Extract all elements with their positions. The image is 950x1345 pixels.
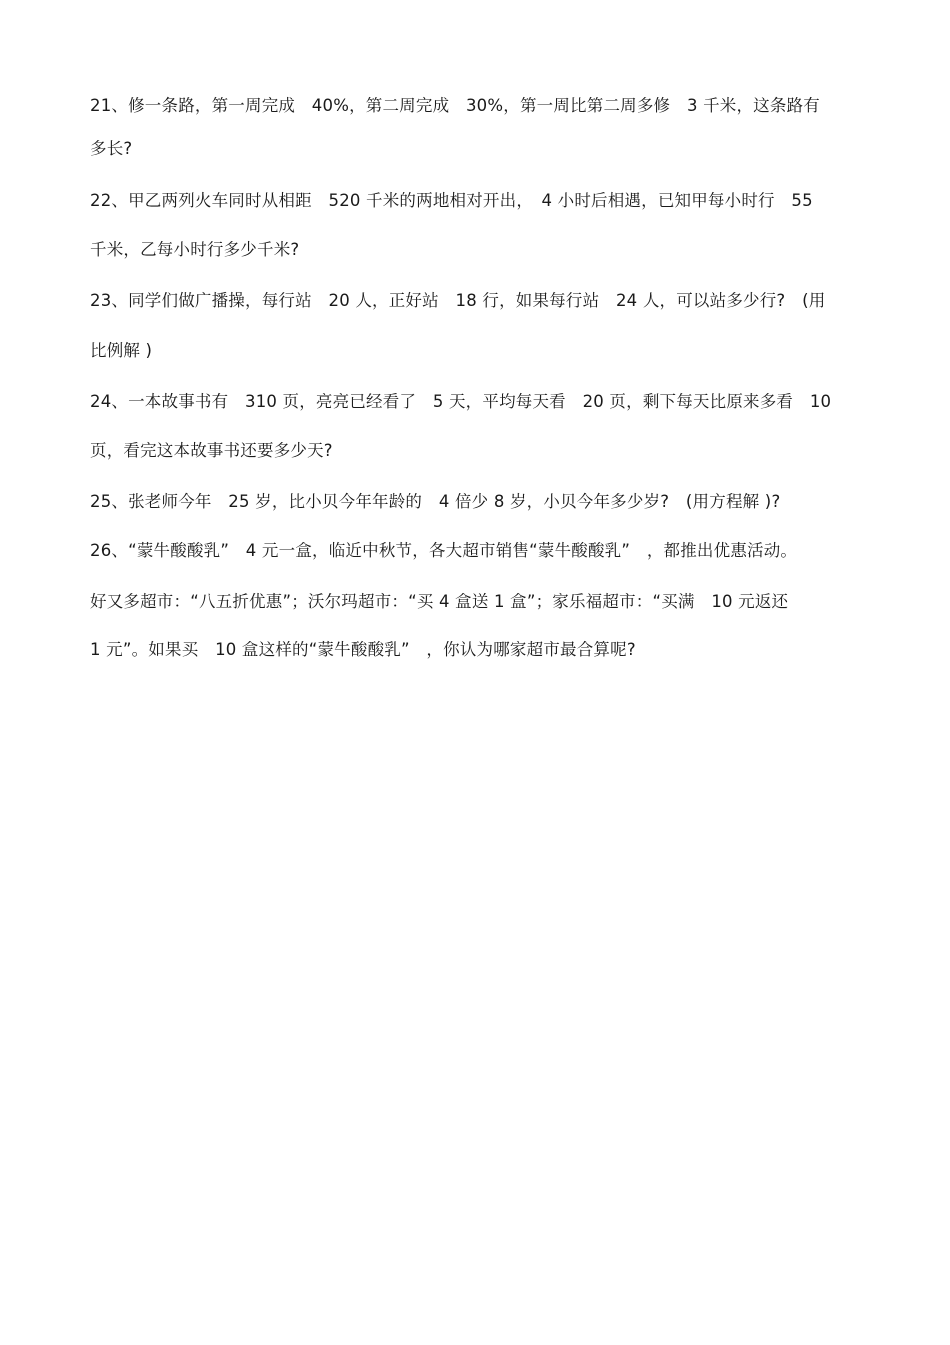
question-26-line-2: 好又多超市：“八五折优惠”；沃尔玛超市：“买 4 盒送 1 盒”；家乐福超市：“买满 10 元返还 <box>90 592 789 611</box>
question-24-line-1: 24、一本故事书有 310 页，亮亮已经看了 5 天，平均每天看 20 页，剩下每天比原来多看 10 <box>90 392 832 411</box>
question-21-line-1: 21、修一条路，第一周完成 40%，第二周完成 30%，第一周比第二周多修 3 千米，这条路有 <box>90 96 820 115</box>
question-23-line-2: 比例解 ) <box>90 341 153 360</box>
question-24-line-2: 页，看完这本故事书还要多少天? <box>90 441 333 460</box>
question-25-line-1: 25、张老师今年 25 岁，比小贝今年年龄的 4 倍少 8 岁，小贝今年多少岁? (用方程解 )? <box>90 492 781 511</box>
question-22-line-1: 22、甲乙两列火车同时从相距 520 千米的两地相对开出， 4 小时后相遇，已知甲每小时行 55 <box>90 191 813 210</box>
question-22-line-2: 千米，乙每小时行多少千米? <box>90 240 300 259</box>
question-21-line-2: 多长? <box>90 139 133 158</box>
question-26-line-3: 1 元”。如果买 10 盒这样的“蒙牛酸酸乳” ，你认为哪家超市最合算呢? <box>90 640 636 659</box>
question-23-line-1: 23、同学们做广播操，每行站 20 人，正好站 18 行，如果每行站 24 人，可以站多少行? (用 <box>90 291 826 310</box>
question-26-line-1: 26、“蒙牛酸酸乳” 4 元一盒，临近中秋节，各大超市销售“蒙牛酸酸乳” ，都推出优惠活动。 <box>90 541 798 560</box>
